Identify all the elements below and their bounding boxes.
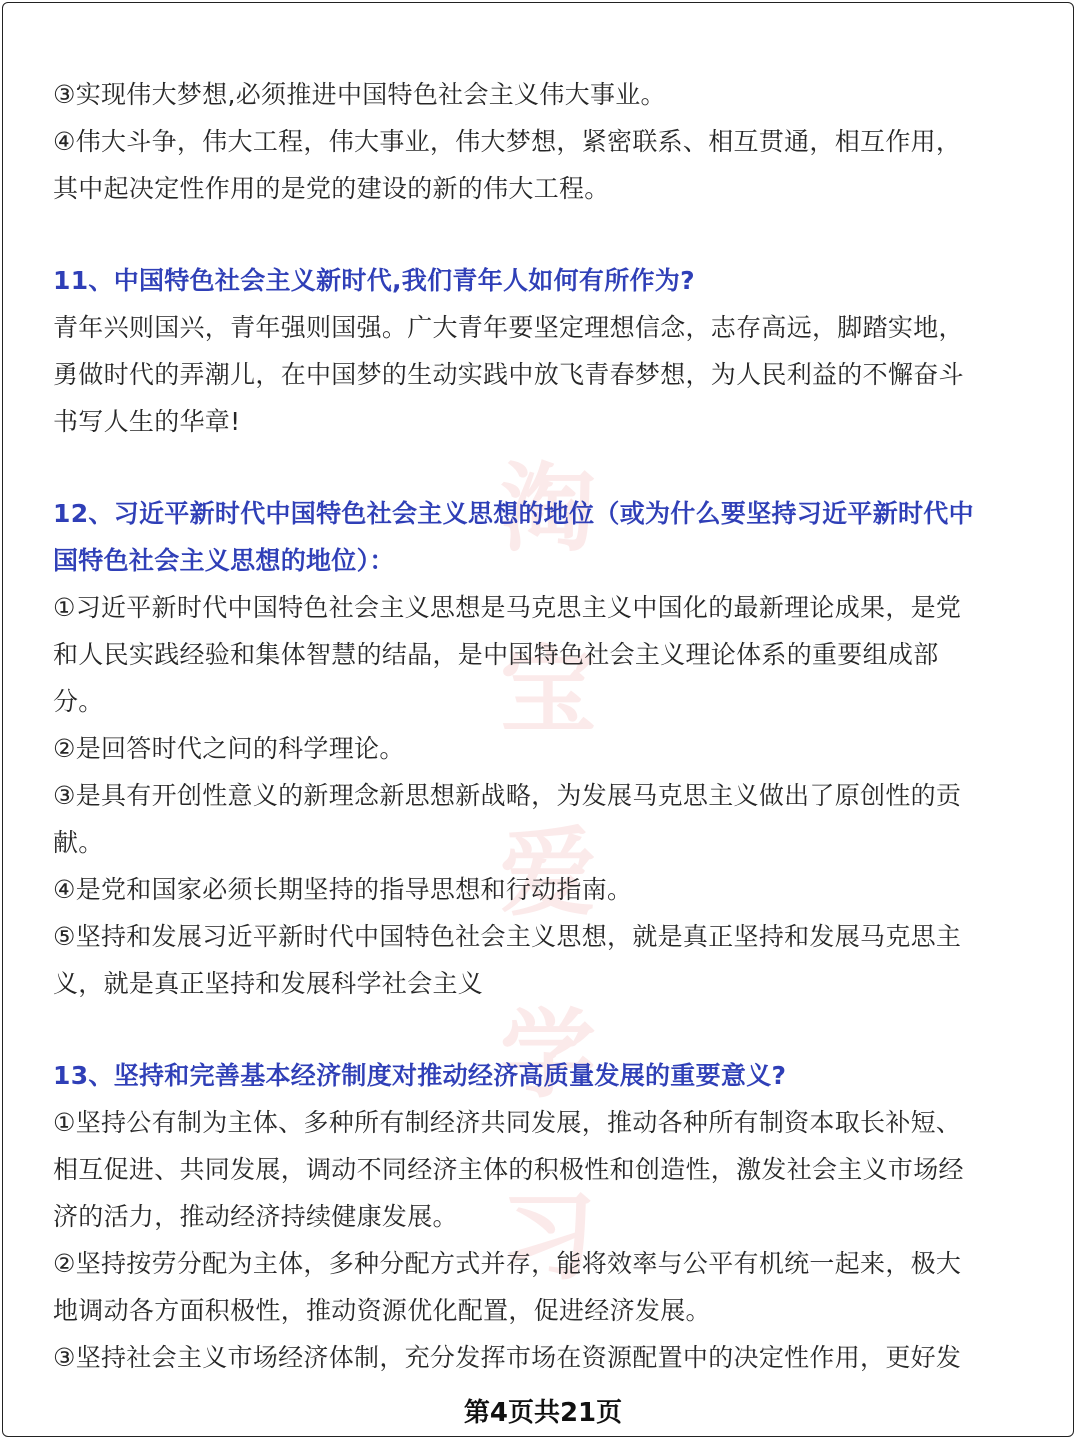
section-13 <box>53 1052 998 1381</box>
section-heading: 国特色社会主义思想的地位）： <box>53 546 395 575</box>
paragraph-line: ①坚持公有制为主体、多种所有制经济共同发展，推动各种所有制资本取长补短、 <box>53 1108 962 1137</box>
paragraph-line: ②坚持按劳分配为主体，多种分配方式并存，能将效率与公平有机统一起来，极大 <box>53 1249 962 1278</box>
watermark-char: 宝 <box>500 634 596 747</box>
paragraph-line: 书写人生的华章! <box>53 407 241 436</box>
paragraph-line: ④伟大斗争，伟大工程，伟大事业，伟大梦想，紧密联系、相互贯通，相互作用， <box>53 127 962 156</box>
paragraph-line: ②是回答时代之问的科学理论。 <box>53 734 405 763</box>
paragraph-line: ①习近平新时代中国特色社会主义思想是马克思主义中国化的最新理论成果，是党 <box>53 593 962 622</box>
page-frame <box>2 2 1074 1437</box>
paragraph-line: ⑤坚持和发展习近平新时代中国特色社会主义思想，就是真正坚持和发展马克思主 <box>53 922 962 951</box>
paragraph-line: 和人民实践经验和集体智慧的结晶，是中国特色社会主义理论体系的重要组成部 <box>53 640 939 669</box>
paragraph-line: ③实现伟大梦想,必须推进中国特色社会主义伟大事业。 <box>53 80 666 109</box>
watermark-char: 学 <box>500 998 596 1111</box>
paragraph-line: 地调动各方面积极性，推动资源优化配置，促进经济发展。 <box>53 1296 711 1325</box>
watermark-char: 习 <box>500 1180 596 1293</box>
paragraph-line: 青年兴则国兴，青年强则国强。广大青年要坚定理想信念，志存高远，脚踏实地， <box>53 313 964 342</box>
page-number: 第4页共21页 <box>463 1398 623 1428</box>
watermark-char: 淘 <box>500 452 596 565</box>
paragraph-line: 相互促进、共同发展，调动不同经济主体的积极性和创造性，激发社会主义市场经 <box>53 1155 964 1184</box>
paragraph-line: ③是具有开创性意义的新理念新思想新战略，为发展马克思主义做出了原创性的贡 <box>53 781 962 810</box>
paragraph-line: 济的活力，推动经济持续健康发展。 <box>53 1202 458 1231</box>
paragraph-line: ③坚持社会主义市场经济体制，充分发挥市场在资源配置中的决定性作用，更好发 <box>53 1343 962 1372</box>
section-heading: 12、习近平新时代中国特色社会主义思想的地位（或为什么要坚持习近平新时代中 <box>53 499 974 528</box>
document-body <box>53 71 998 1381</box>
section-heading: 11、中国特色社会主义新时代,我们青年人如何有所作为? <box>53 266 695 295</box>
paragraph-line: 其中起决定性作用的是党的建设的新的伟大工程。 <box>53 174 610 203</box>
paragraph-line: ④是党和国家必须长期坚持的指导思想和行动指南。 <box>53 875 633 904</box>
intro-block <box>53 71 998 212</box>
paragraph-line: 义，就是真正坚持和发展科学社会主义 <box>53 969 484 998</box>
section-heading: 13、坚持和完善基本经济制度对推动经济高质量发展的重要意义? <box>53 1061 787 1090</box>
paragraph-line: 勇做时代的弄潮儿，在中国梦的生动实践中放飞青春梦想，为人民利益的不懈奋斗 <box>53 360 964 389</box>
paragraph-line: 分。 <box>53 687 104 716</box>
paragraph-line: 献。 <box>53 828 104 857</box>
watermark-char: 爱 <box>500 816 596 929</box>
section-11 <box>53 257 998 445</box>
section-12 <box>53 490 998 1007</box>
